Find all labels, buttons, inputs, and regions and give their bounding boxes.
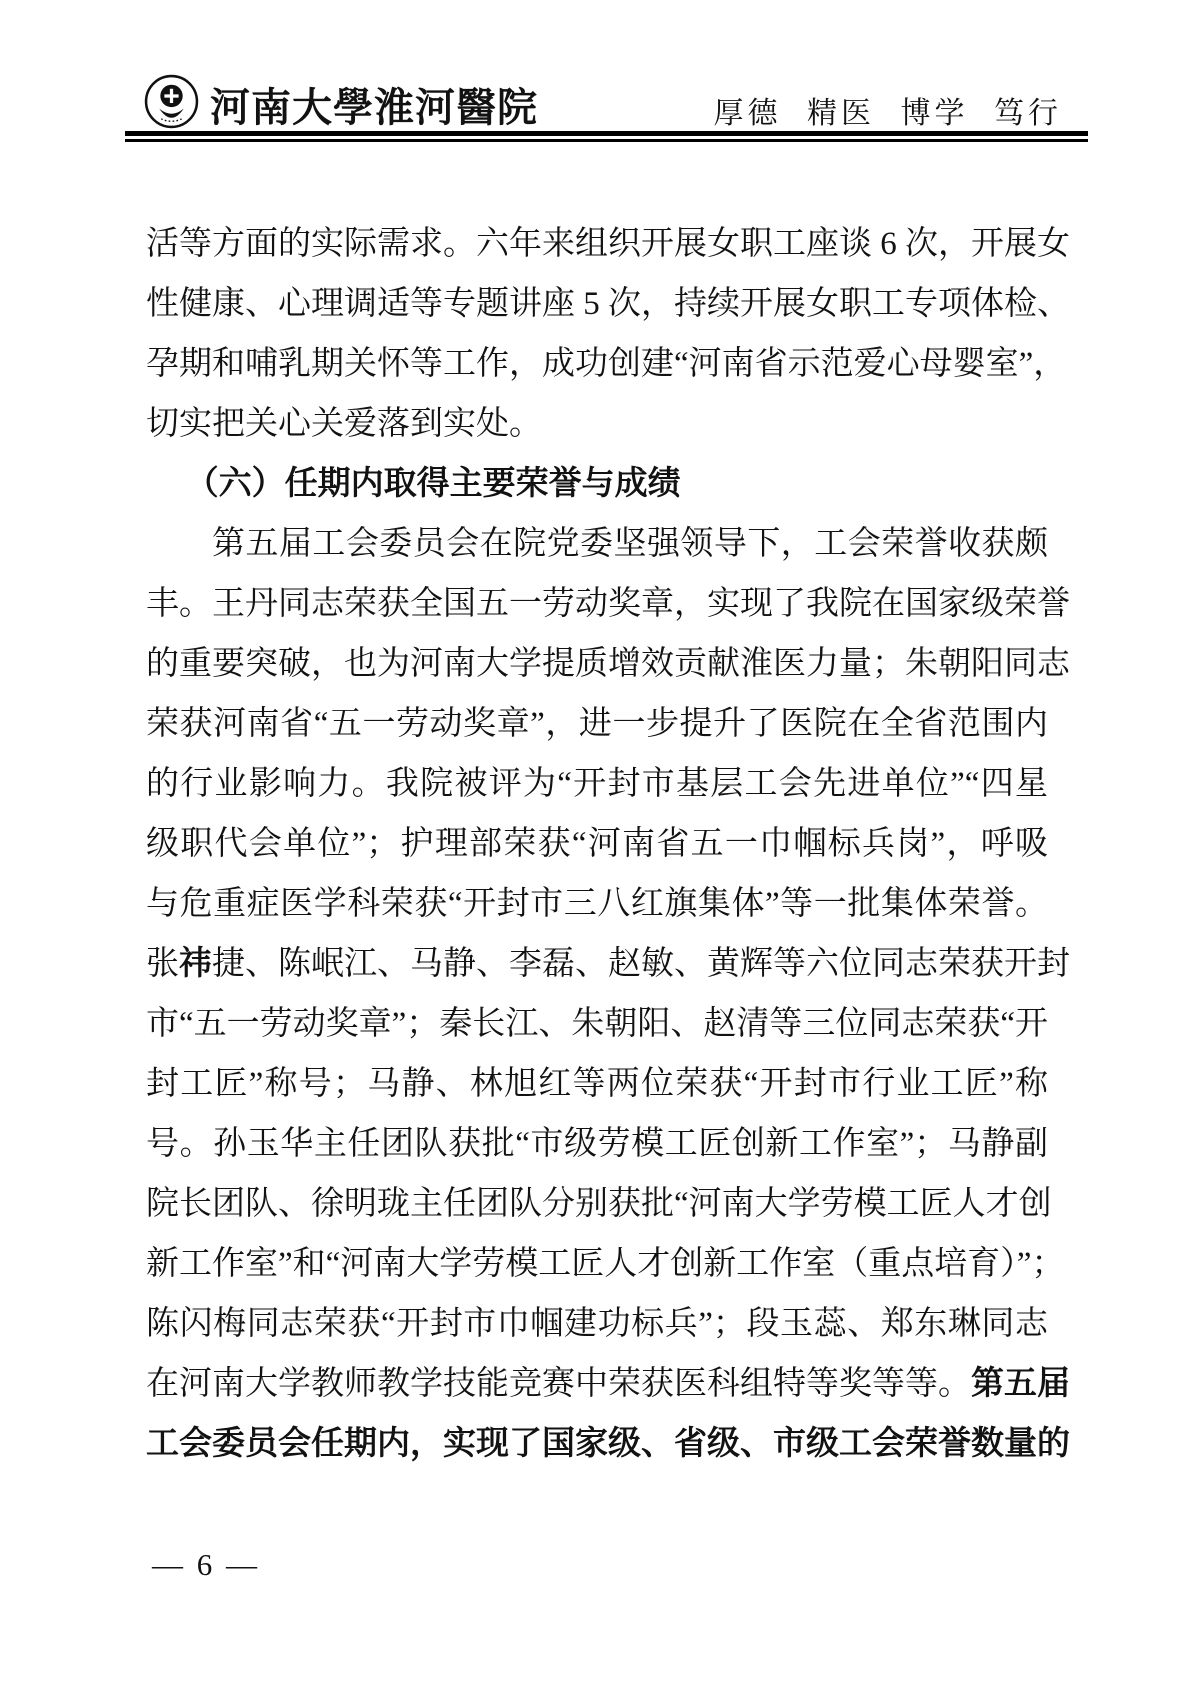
text-segment: 荣获河南省“五一劳动奖章”，进一步提升了医院在全省范围内	[146, 706, 1048, 742]
text-segment: 切实把关心关爱落到实处。	[146, 406, 542, 442]
text-line	[146, 694, 1048, 754]
text-segment: 陈闪梅同志荣获“开封市巾帼建功标兵”；段玉蕊、郑东琳同志	[146, 1306, 1048, 1342]
text-line	[146, 994, 1048, 1054]
hospital-motto: 厚德 精医 博学 笃行	[713, 97, 1062, 130]
text-segment: 捷、陈岷江、马静、李磊、赵敏、黄辉等六位同志荣获开封	[212, 946, 1070, 982]
text-segment: 的重要突破，也为河南大学提质增效贡献淮医力量；朱朝阳同志	[146, 646, 1070, 682]
text-line	[146, 334, 1067, 394]
text-segment: 活等方面的实际需求。六年来组织开展女职工座谈 6 次，开展女	[146, 226, 1070, 262]
text-line	[146, 874, 1048, 934]
text-line	[146, 754, 1048, 814]
text-line	[146, 574, 1070, 634]
hospital-title: 河南大學淮河醫院	[210, 85, 538, 130]
text-line	[146, 1414, 1070, 1474]
text-line	[146, 214, 1070, 274]
text-segment-bold: 工会委员会任期内，实现了国家级、省级、市级工会荣誉数量的	[146, 1426, 1070, 1462]
text-segment: 在河南大学教师教学技能竞赛中荣获医科组特等奖等等。	[146, 1366, 971, 1402]
text-line	[146, 514, 1048, 574]
text-segment-bold: （六）任期内取得主要荣誉与成绩	[185, 466, 681, 502]
text-line	[146, 1114, 1048, 1174]
text-line	[146, 1234, 1065, 1294]
text-segment: 号。孙玉华主任团队获批“市级劳模工匠创新工作室”；马静副	[146, 1126, 1048, 1162]
text-segment-bold: 第五届	[971, 1366, 1070, 1402]
text-segment: 市“五一劳动奖章”；秦长江、朱朝阳、赵清等三位同志荣获“开	[146, 1006, 1048, 1042]
header-rule	[125, 131, 1088, 142]
text-line	[146, 1054, 1048, 1114]
text-line	[146, 1174, 1052, 1234]
text-segment: 丰。王丹同志荣获全国五一劳动奖章，实现了我院在国家级荣誉	[146, 586, 1070, 622]
text-line	[146, 454, 1048, 514]
text-segment: 封工匠”称号；马静、林旭红等两位荣获“开封市行业工匠”称	[146, 1066, 1048, 1102]
text-line	[146, 1354, 1070, 1414]
text-segment: 性健康、心理调适等专题讲座 5 次，持续开展女职工专项体检、	[146, 286, 1070, 322]
text-segment: 的行业影响力。我院被评为“开封市基层工会先进单位”“四星	[146, 766, 1048, 802]
text-line	[146, 814, 1048, 874]
text-line	[146, 394, 1048, 454]
text-segment: 级职代会单位”；护理部荣获“河南省五一巾帼标兵岗”，呼吸	[146, 826, 1048, 862]
hospital-emblem-icon	[143, 73, 200, 130]
text-segment: 第五届工会委员会在院党委坚强领导下，工会荣誉收获颇	[212, 526, 1048, 562]
text-segment: 张	[146, 946, 179, 982]
document-body	[146, 214, 1070, 1474]
text-line	[146, 934, 1070, 994]
text-segment: 与危重症医学科荣获“开封市三八红旗集体”等一批集体荣誉。	[146, 886, 1048, 922]
text-segment: 新工作室”和“河南大学劳模工匠人才创新工作室（重点培育）”；	[146, 1246, 1065, 1282]
text-line	[146, 274, 1070, 334]
text-segment-bold: 祎	[179, 946, 212, 982]
text-segment: 孕期和哺乳期关怀等工作，成功创建“河南省示范爱心母婴室”，	[146, 346, 1067, 382]
text-line	[146, 1294, 1048, 1354]
text-line	[146, 634, 1070, 694]
text-segment: 院长团队、徐明珑主任团队分别获批“河南大学劳模工匠人才创	[146, 1186, 1052, 1222]
page-number: — 6 —	[152, 1547, 260, 1582]
